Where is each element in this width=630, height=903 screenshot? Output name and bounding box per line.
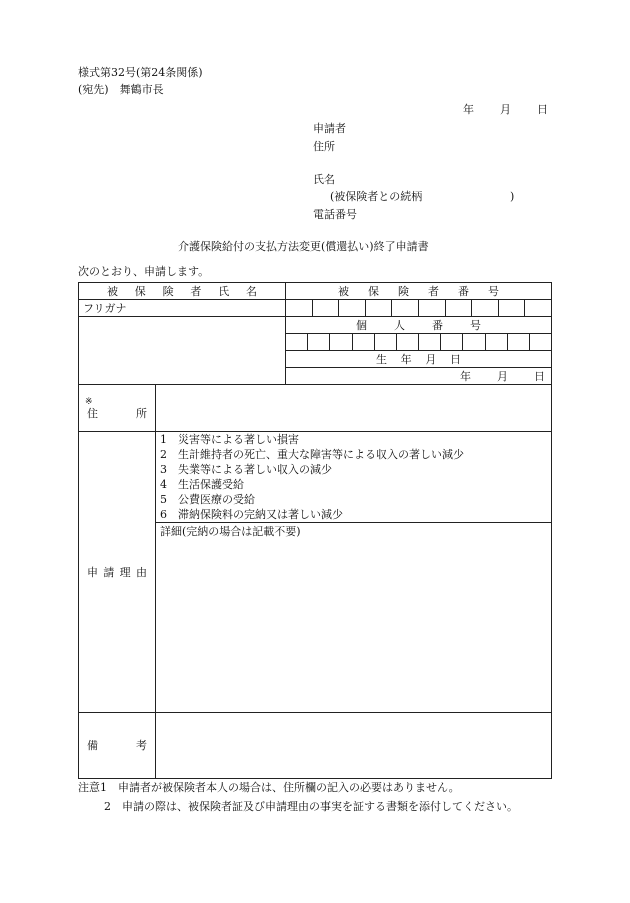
date-day-label: 日 [537, 103, 548, 116]
application-form-table [78, 282, 552, 779]
applicant-title: 申請者 [313, 122, 346, 135]
applicant-address-label: 住所 [313, 140, 335, 153]
reason-options [156, 432, 552, 523]
reason-option-1[interactable]: 1 災害等による著しい損害 [160, 433, 299, 446]
personal-number-header: 個 人 番 号 [286, 317, 552, 334]
reason-detail-label: 詳細(完納の場合は記載不要) [160, 525, 301, 538]
date-month-label: 月 [500, 103, 511, 116]
dob-header: 生 年 月 日 [286, 351, 552, 368]
document-title: 介護保険給付の支払方法変更(償還払い)終了申請書 [178, 240, 429, 253]
reason-option-5[interactable]: 5 公費医療の受給 [160, 493, 255, 506]
insured-name-header: 被 保 険 者 氏 名 [79, 283, 286, 300]
furigana-field[interactable] [79, 300, 286, 317]
note-2: 2 申請の際は、被保険者証及び申請理由の事実を証する書類を添付してください。 [104, 800, 518, 813]
date-year-label: 年 [463, 103, 474, 116]
personal-number-boxes[interactable] [286, 334, 552, 351]
furigana-label: フリガナ [83, 301, 127, 315]
reason-option-6[interactable]: 6 滞納保険料の完納又は著しい減少 [160, 508, 343, 521]
form-number: 様式第32号(第24条関係) [78, 66, 203, 79]
address-field[interactable] [156, 385, 552, 432]
note-1: 注意1 申請者が被保険者本人の場合は、住所欄の記入の必要はありません。 [78, 781, 460, 794]
dob-field[interactable]: 年 月 日 [286, 368, 552, 385]
address-mark: ※ [85, 396, 93, 407]
reason-option-3[interactable]: 3 失業等による著しい収入の減少 [160, 463, 332, 476]
reason-option-2[interactable]: 2 生計維持者の死亡、重大な障害等による収入の著しい減少 [160, 448, 464, 461]
insured-name-field[interactable] [79, 317, 286, 385]
reason-detail-field[interactable] [156, 523, 552, 713]
reason-option-4[interactable]: 4 生活保護受給 [160, 478, 244, 491]
address-label-cell: ※ 住 所 [79, 385, 156, 432]
remarks-label-cell: 備 考 [79, 713, 156, 779]
insured-number-header: 被 保 険 者 番 号 [286, 283, 552, 300]
applicant-phone-label: 電話番号 [313, 208, 357, 221]
addressee: (宛先) 舞鶴市長 [78, 83, 164, 96]
relation-label-close: ) [510, 190, 515, 203]
intro-text: 次のとおり、申請します。 [78, 265, 210, 278]
insured-number-boxes[interactable] [286, 300, 552, 317]
reason-label-cell: 申 請 理 由 [79, 432, 156, 713]
applicant-name-label: 氏名 [313, 173, 335, 186]
remarks-field[interactable] [156, 713, 552, 779]
relation-label-open: (被保険者との続柄 [330, 190, 423, 203]
